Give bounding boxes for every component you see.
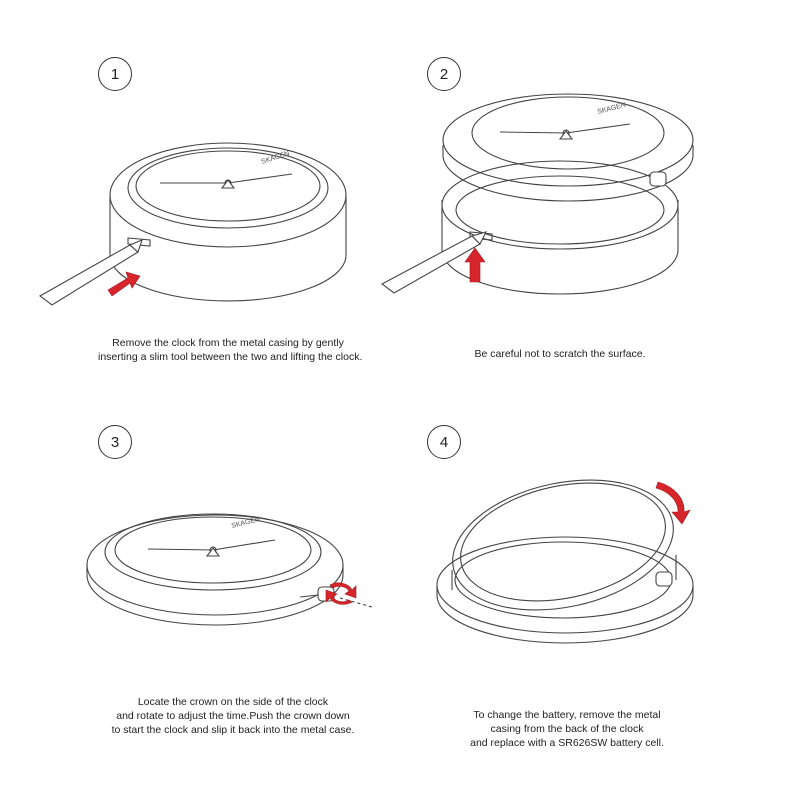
- step-4-caption-line-3: and replace with a SR626SW battery cell.: [470, 737, 664, 749]
- brand-mark-3: SKAGEN: [230, 516, 261, 530]
- step-3-caption-line-1: Locate the crown on the side of the clock: [137, 696, 329, 708]
- step-1-caption-line-2: inserting a slim tool between the two and lifting the clock.: [98, 351, 363, 363]
- step-2-number-text: 2: [439, 65, 449, 83]
- step-4-caption-line-1: To change the battery, remove the metal: [473, 709, 661, 721]
- step-4-caption-line-2: casing from the back of the clock: [490, 723, 644, 735]
- step-3-caption-line-2: and rotate to adjust the time.Push the crown down: [116, 710, 350, 722]
- step-3-number-text: 3: [110, 433, 120, 451]
- step-3-caption-line-3: to start the clock and slip it back into the metal case.: [111, 724, 355, 736]
- step-4-number-text: 4: [439, 433, 449, 451]
- step-1-caption-line-1: Remove the clock from the metal casing by gently: [112, 337, 344, 349]
- step-4-caption: [452, 708, 682, 750]
- brand-mark-1: SKAGEN: [260, 150, 291, 166]
- crown-4: [656, 572, 672, 586]
- step-1-number-text: 1: [110, 65, 120, 83]
- brand-mark-2: SKAGEN: [596, 101, 627, 116]
- step-2-caption-line-1: Be careful not to scratch the surface.: [474, 348, 646, 360]
- curved-arrow-icon: [656, 482, 690, 524]
